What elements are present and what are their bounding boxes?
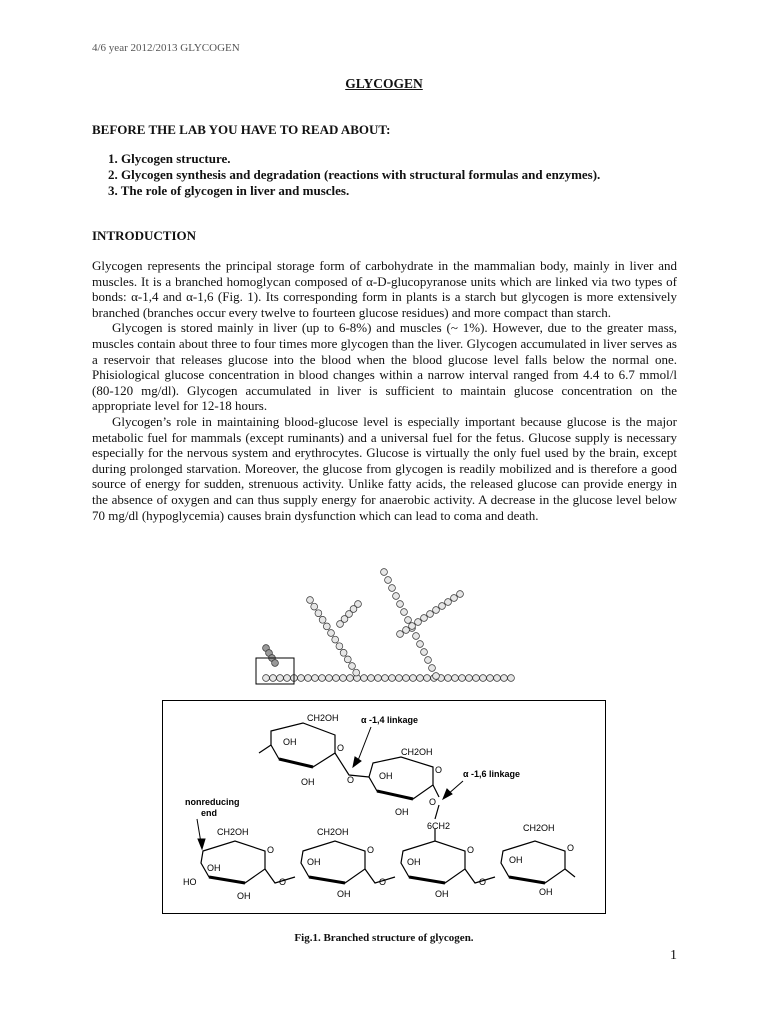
label-o: O	[379, 877, 387, 887]
bead-chain-svg	[250, 560, 530, 690]
glucose-bead	[381, 569, 388, 576]
glucose-bead	[344, 656, 351, 663]
label-oh: OH	[539, 887, 553, 897]
figure-caption: Fig.1. Branched structure of glycogen.	[294, 932, 474, 944]
label-o: O	[479, 877, 487, 887]
glucose-bead	[312, 675, 319, 682]
glucose-bead	[429, 665, 436, 672]
label-oh: OH	[207, 863, 221, 873]
glucose-bead	[361, 675, 368, 682]
label-oh: OH	[379, 771, 393, 781]
label-ch2oh: CH2OH	[307, 713, 339, 723]
label-oh: OH	[395, 807, 409, 817]
label-alpha-1-4-linkage: α -1,4 linkage	[361, 715, 419, 725]
page-number: 1	[670, 948, 677, 963]
glucose-bead	[397, 601, 404, 608]
glucose-bead	[333, 675, 340, 682]
glucose-bead	[307, 597, 314, 604]
label-oh: OH	[307, 857, 321, 867]
intro-paragraph: Glycogen represents the principal storage form of carbohydrate in the mammalian body, mainly in liver and muscles. It is a branched homoglycan composed of α-D-glucopyranose units which are linked via two types of bonds: α-1,4 and α-1,6 (Fig. 1). Its corresponding form in plants is a starch but glycogen is more extensively branched (branches occur every twelve to fourteen glucose residues) and more compact than starch.	[92, 258, 677, 320]
label-oh: OH	[407, 857, 421, 867]
page-title: GLYCOGEN	[345, 76, 423, 91]
label-o: O	[429, 797, 437, 807]
intro-paragraph: Glycogen is stored mainly in liver (up to 6-8%) and muscles (~ 1%). However, due to the greater mass, muscles contain about three to four times more glycogen than the liver. Glycogen accumulated in liver serves as a reservoir that releases glucose into the blood when the blood glucose level falls below the normal one. Phisiological glucose concentration in blood changes within a narrow interval ranged from 4.4 to 6.7 mmol/l (80-120 mg/dl). Glycogen accumulated in liver is sufficient to maintain glucose concentration on the appropriate level for 12-18 hours.	[92, 320, 677, 414]
label-oh: OH	[283, 737, 297, 747]
glucose-bead	[272, 660, 279, 667]
glucose-bead	[349, 663, 356, 670]
label-o: O	[267, 845, 275, 855]
glucose-bead	[421, 615, 428, 622]
glucose-bead	[445, 675, 452, 682]
label-oh: OH	[337, 889, 351, 899]
label-oh: OH	[301, 777, 315, 787]
glucose-bead	[397, 631, 404, 638]
label-o: O	[435, 765, 443, 775]
glucose-bead	[421, 649, 428, 656]
glucose-bead	[298, 675, 305, 682]
label-oh: OH	[237, 891, 251, 901]
label-6ch2: 6CH2	[427, 821, 451, 831]
intro-paragraph: Glycogen’s role in maintaining blood-glucose level is especially important because glucose is the major metabolic fuel for mammals (except ruminants) and a universal fuel for the fetus. Glucose supply is necessary especially for the nervous system and erythrocytes. Glucose is virtually the only fuel used by the brain, except during prolonged starvation. Moreover, the glucose from glycogen is readily mobilized and is therefore a good source of energy for sudden, strenuous activity. Unlike fatty acids, the released glucose can provide energy in the absence of oxygen and can thus supply energy for anaerobic activity. A decrease in the glucose level below 70 mg/dl (hypoglycemia) causes brain dysfunction which can lead to coma and death.	[92, 413, 677, 523]
reading-list-item: 1. Glycogen structure.	[108, 151, 231, 166]
glucose-bead	[340, 675, 347, 682]
glucose-bead	[263, 675, 270, 682]
glucose-bead	[396, 675, 403, 682]
glucose-bead	[445, 599, 452, 606]
glucose-bead	[328, 630, 335, 637]
label-o: O	[367, 845, 375, 855]
glucose-bead	[375, 675, 382, 682]
glucose-bead	[413, 633, 420, 640]
introduction-body	[92, 258, 677, 523]
glucose-bead	[410, 675, 417, 682]
glucose-bead	[427, 611, 434, 618]
glucose-bead	[337, 621, 344, 628]
glucose-bead	[270, 675, 277, 682]
glucose-bead	[393, 593, 400, 600]
label-o: O	[337, 743, 345, 753]
glucose-bead	[508, 675, 515, 682]
glucose-bead	[409, 623, 416, 630]
glucose-bead	[451, 595, 458, 602]
glucose-bead	[389, 675, 396, 682]
glucose-bead	[284, 675, 291, 682]
glucose-bead	[417, 675, 424, 682]
label-nonreducing: nonreducing	[185, 797, 240, 807]
label-end: end	[201, 808, 218, 818]
before-lab-heading: BEFORE THE LAB YOU HAVE TO READ ABOUT:	[92, 122, 391, 137]
reading-list	[108, 151, 600, 199]
glucose-bead	[425, 657, 432, 664]
structure-figure	[162, 700, 606, 914]
label-ho: HO	[183, 877, 197, 887]
glucose-bead	[319, 675, 326, 682]
glucose-bead	[336, 643, 343, 650]
reading-list-item: 3. The role of glycogen in liver and muscles.	[108, 183, 350, 198]
glucose-bead	[459, 675, 466, 682]
glucose-bead	[480, 675, 487, 682]
label-alpha-1-6-linkage: α -1,6 linkage	[463, 769, 521, 779]
running-header: 4/6 year 2012/2013 GLYCOGEN	[92, 42, 240, 54]
structure-svg	[163, 701, 607, 915]
glucose-bead	[403, 627, 410, 634]
label-oh: OH	[509, 855, 523, 865]
label-o: O	[467, 845, 475, 855]
glucose-bead	[473, 675, 480, 682]
glucose-beads	[263, 569, 515, 682]
reading-list-item: 2. Glycogen synthesis and degradation (reactions with structural formulas and enzymes).	[108, 167, 601, 182]
glucose-bead	[315, 610, 322, 617]
glucose-bead	[332, 636, 339, 643]
glucose-bead	[415, 619, 422, 626]
label-o: O	[279, 877, 287, 887]
glucose-bead	[382, 675, 389, 682]
glucose-bead	[353, 669, 360, 676]
glucose-bead	[368, 675, 375, 682]
glucose-bead	[452, 675, 459, 682]
label-oh: OH	[435, 889, 449, 899]
label-ch2oh: CH2OH	[523, 823, 555, 833]
label-o: O	[347, 775, 355, 785]
glucose-bead	[326, 675, 333, 682]
glucose-bead	[385, 577, 392, 584]
glucose-bead	[433, 607, 440, 614]
glucose-bead	[319, 616, 326, 623]
label-ch2oh: CH2OH	[401, 747, 433, 757]
label-ch2oh: CH2OH	[317, 827, 349, 837]
glucose-bead	[401, 609, 408, 616]
label-ch2oh: CH2OH	[217, 827, 249, 837]
glycogen-branch-schematic	[250, 560, 530, 695]
label-o: O	[567, 843, 575, 853]
glucose-bead	[403, 675, 410, 682]
glucose-bead	[494, 675, 501, 682]
glucose-bead	[466, 675, 473, 682]
glucose-bead	[405, 617, 412, 624]
glucose-bead	[501, 675, 508, 682]
glucose-bead	[389, 585, 396, 592]
glucose-bead	[305, 675, 312, 682]
glucose-bead	[439, 603, 446, 610]
glucose-bead	[347, 675, 354, 682]
glucose-bead	[311, 603, 318, 610]
glucose-bead	[424, 675, 431, 682]
glucose-bead	[487, 675, 494, 682]
glucose-bead	[457, 591, 464, 598]
glucose-bead	[323, 623, 330, 630]
glucose-bead	[417, 641, 424, 648]
glucose-bead	[340, 649, 347, 656]
introduction-heading: INTRODUCTION	[92, 228, 197, 243]
glucose-bead	[433, 673, 440, 680]
glucose-bead	[277, 675, 284, 682]
